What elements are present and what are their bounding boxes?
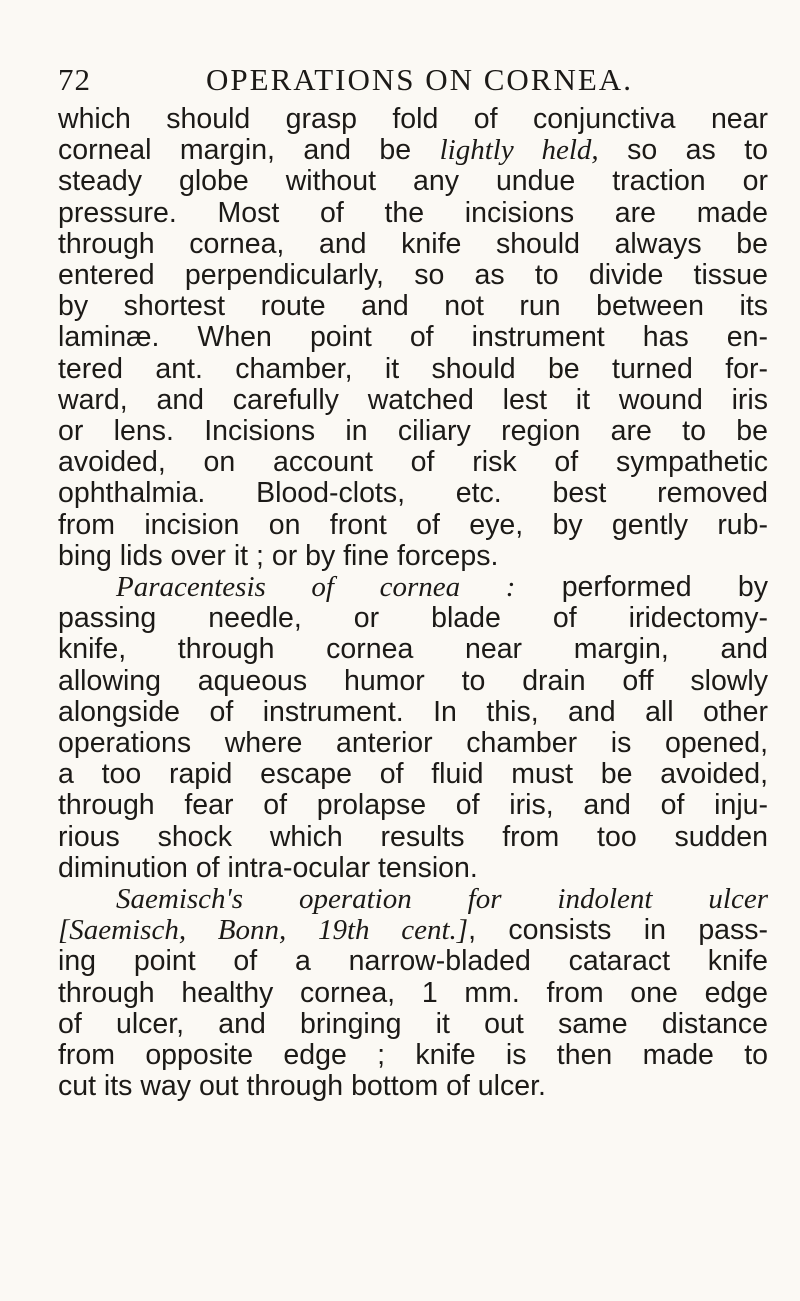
citation: [Saemisch, Bonn, 19th cent.] bbox=[58, 914, 469, 947]
text-line: pressure. Most of the incisions are made bbox=[58, 196, 768, 229]
text-line: cut its way out through bottom of ulcer. bbox=[58, 1070, 546, 1103]
text-line: which should grasp fold of conjunctiva near bbox=[58, 103, 768, 135]
text-line: through fear of prolapse of iris, and of inju- bbox=[58, 789, 768, 822]
running-head bbox=[58, 62, 758, 102]
section-heading-paracentesis: Paracentesis of cornea : bbox=[116, 571, 516, 604]
text-segment: performed by bbox=[515, 571, 768, 604]
text-line: through healthy cornea, 1 mm. from one edge bbox=[58, 976, 768, 1009]
text-line: through cornea, and knife should always be bbox=[58, 227, 768, 260]
chapter-title: OPERATIONS ON CORNEA. bbox=[206, 62, 633, 97]
text-line: of ulcer, and bringing it out same distance bbox=[58, 1007, 768, 1040]
text-line bbox=[58, 572, 768, 603]
text-line bbox=[58, 915, 768, 946]
text-line: allowing aqueous humor to drain off slowly bbox=[58, 664, 768, 697]
text-line: avoided, on account of risk of sympathetic bbox=[58, 446, 768, 479]
text-segment: , consists in pass- bbox=[468, 914, 769, 947]
text-line: tered ant. chamber, it should be turned for- bbox=[58, 352, 768, 385]
text-line bbox=[58, 135, 768, 166]
text-line: or lens. Incisions in ciliary region are to be bbox=[58, 415, 768, 448]
text-line: alongside of instrument. In this, and all other bbox=[58, 695, 768, 728]
text-line: passing needle, or blade of iridectomy- bbox=[58, 602, 768, 635]
text-line: rious shock which results from too sudden bbox=[58, 820, 768, 853]
text-line: bing lids over it ; or by fine forceps. bbox=[58, 539, 499, 572]
text-line: ing point of a narrow-bladed cataract knife bbox=[58, 945, 768, 978]
italic-emphasis: lightly held, bbox=[439, 134, 599, 167]
text-line: entered perpendicularly, so as to divide tissue bbox=[58, 259, 768, 292]
text-line: ward, and carefully watched lest it wound iris bbox=[58, 383, 768, 416]
text-line: by shortest route and not run between its bbox=[58, 290, 768, 323]
text-line: from incision on front of eye, by gently rub- bbox=[58, 508, 768, 541]
text-line: from opposite edge ; knife is then made to bbox=[58, 1039, 768, 1072]
text-line: diminution of intra-ocular tension. bbox=[58, 851, 478, 884]
section-heading-saemisch: Saemisch's operation for indolent ulcer bbox=[116, 883, 768, 916]
text-line: ophthalmia. Blood-clots, etc. best removed bbox=[58, 477, 768, 510]
text-segment: so as to bbox=[598, 134, 769, 167]
text-line: knife, through cornea near margin, and bbox=[58, 633, 768, 666]
body-text bbox=[58, 104, 768, 1103]
text-line: steady globe without any undue traction or bbox=[58, 165, 768, 198]
text-line: laminæ. When point of instrument has en- bbox=[58, 321, 768, 354]
page-number: 72 bbox=[58, 62, 91, 97]
text-line: a too rapid escape of fluid must be avoided, bbox=[58, 758, 768, 791]
text-segment: corneal margin, and be bbox=[58, 134, 440, 167]
text-line: operations where anterior chamber is opened, bbox=[58, 727, 768, 760]
